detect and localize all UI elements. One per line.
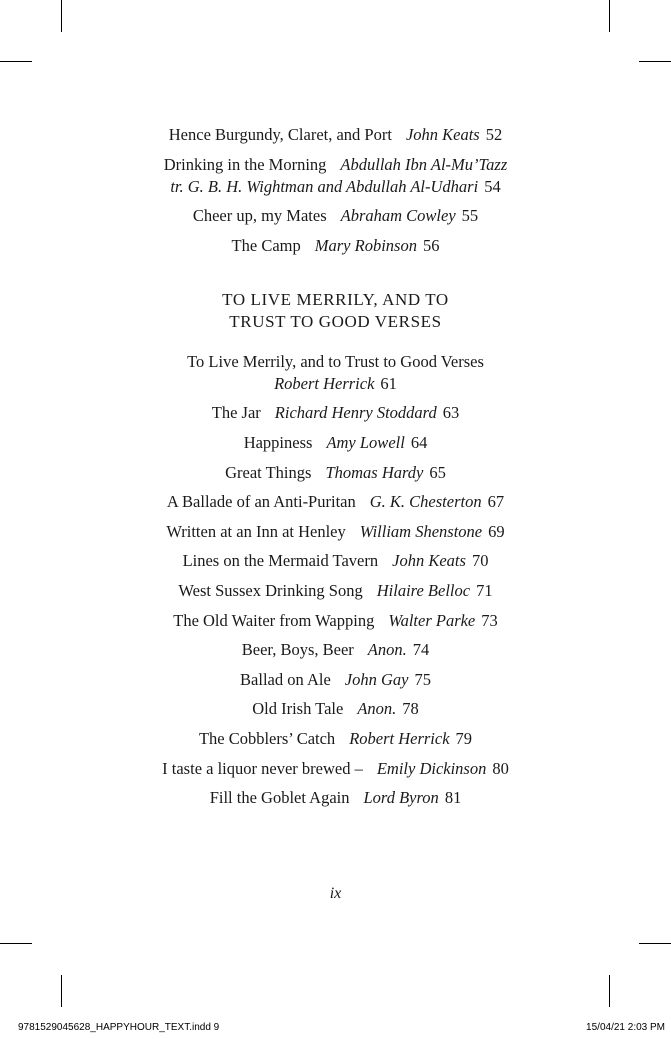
entry-page: 54 <box>484 176 501 196</box>
entry-page: 79 <box>455 728 473 748</box>
entry-title: The Old Waiter from Wapping <box>173 610 375 630</box>
entry-title: West Sussex Drinking Song <box>178 580 363 600</box>
entry-author: Robert Herrick <box>349 728 450 748</box>
entry-page: 67 <box>487 492 505 512</box>
toc-entry <box>0 639 671 661</box>
toc-entry <box>0 491 671 513</box>
toc-entry <box>0 550 671 572</box>
entry-page: 75 <box>414 669 431 689</box>
entry-page: 56 <box>422 235 440 255</box>
entry-title: Fill the Goblet Again <box>209 788 350 808</box>
entry-author: William Shenstone <box>359 521 483 541</box>
toc-entry <box>0 669 671 691</box>
toc-entry <box>0 124 671 146</box>
entry-page: 52 <box>485 125 503 144</box>
entry-page: 65 <box>429 462 446 482</box>
entry-author: Richard Henry Stoddard <box>274 403 437 423</box>
crop-mark <box>61 0 62 32</box>
toc-entry <box>0 698 671 720</box>
toc-entry <box>0 351 671 395</box>
entry-author: Abdullah Ibn Al-Mu’Tazz <box>340 154 508 174</box>
entry-author: Lord Byron <box>363 788 439 808</box>
toc-entry <box>0 521 671 543</box>
entry-title: The Camp <box>231 235 301 255</box>
toc-entry <box>0 610 671 632</box>
entry-author: Abraham Cowley <box>340 206 456 226</box>
entry-author: Hilaire Belloc <box>376 580 471 600</box>
entry-translator: tr. G. B. H. Wightman and Abdullah Al-Udhari <box>170 176 479 196</box>
entry-author: Mary Robinson <box>314 235 417 255</box>
entry-author: Walter Parke <box>388 610 476 630</box>
entry-author: Anon. <box>367 640 407 660</box>
entry-title: Written at an Inn at Henley <box>166 521 346 541</box>
entry-page: 81 <box>444 788 462 808</box>
table-of-contents <box>0 124 671 817</box>
toc-entry <box>0 235 671 257</box>
entry-page: 69 <box>488 521 505 541</box>
section-heading-line: TO LIVE MERRILY, AND TO <box>222 289 449 309</box>
crop-mark <box>609 975 610 1007</box>
toc-entry <box>0 728 671 750</box>
entry-author: Amy Lowell <box>326 432 405 452</box>
toc-entry <box>0 154 671 198</box>
entry-title: Happiness <box>243 432 313 452</box>
entry-author: G. K. Chesterton <box>369 492 482 512</box>
entry-author: Robert Herrick <box>274 373 375 393</box>
toc-entry <box>0 580 671 602</box>
entry-title: A Ballade of an Anti-Puritan <box>166 492 356 512</box>
crop-mark <box>609 0 610 32</box>
section-heading <box>0 289 671 333</box>
entry-title: Ballad on Ale <box>240 669 331 689</box>
entry-page: 64 <box>410 432 428 452</box>
entry-page: 74 <box>412 640 430 660</box>
entry-title: Great Things <box>225 462 312 482</box>
entry-page: 61 <box>380 373 397 393</box>
crop-mark <box>639 943 671 944</box>
entry-page: 80 <box>492 758 509 778</box>
crop-mark <box>61 975 62 1007</box>
entry-title: I taste a liquor never brewed – <box>162 758 363 778</box>
entry-author: Anon. <box>357 699 397 719</box>
entry-title: Drinking in the Morning <box>163 154 327 174</box>
toc-entry <box>0 787 671 809</box>
crop-mark <box>639 61 671 62</box>
page-number: ix <box>329 885 342 902</box>
entry-title: The Jar <box>211 403 261 423</box>
entry-page: 73 <box>481 610 498 630</box>
entry-title: The Cobblers’ Catch <box>198 728 336 748</box>
entry-author: John Keats <box>392 551 466 571</box>
entry-author: Emily Dickinson <box>376 758 487 778</box>
timestamp-slug: 15/04/21 2:03 PM <box>586 1022 665 1033</box>
crop-mark <box>0 943 32 944</box>
toc-entry <box>0 205 671 227</box>
crop-mark <box>0 61 32 62</box>
toc-entry <box>0 432 671 454</box>
entry-page: 78 <box>402 699 419 719</box>
entry-title: Old Irish Tale <box>252 699 344 719</box>
entry-title: Hence Burgundy, Claret, and Port <box>168 125 392 144</box>
toc-entry <box>0 462 671 484</box>
toc-entry <box>0 402 671 424</box>
toc-entry <box>0 758 671 780</box>
entry-page: 63 <box>442 403 460 423</box>
entry-title: Beer, Boys, Beer <box>241 640 354 660</box>
entry-author: John Keats <box>405 125 480 144</box>
entry-author: John Gay <box>344 669 409 689</box>
entry-page: 55 <box>461 206 479 226</box>
entry-title: Lines on the Mermaid Tavern <box>182 551 379 571</box>
entry-page: 71 <box>476 580 493 600</box>
entry-page: 70 <box>471 551 489 571</box>
entry-title: Cheer up, my Mates <box>192 206 327 226</box>
entry-author: Thomas Hardy <box>325 462 424 482</box>
section-heading-line: TRUST TO GOOD VERSES <box>229 311 442 331</box>
file-slug: 9781529045628_HAPPYHOUR_TEXT.indd 9 <box>18 1022 220 1033</box>
entry-title: To Live Merrily, and to Trust to Good Verses <box>187 351 484 371</box>
